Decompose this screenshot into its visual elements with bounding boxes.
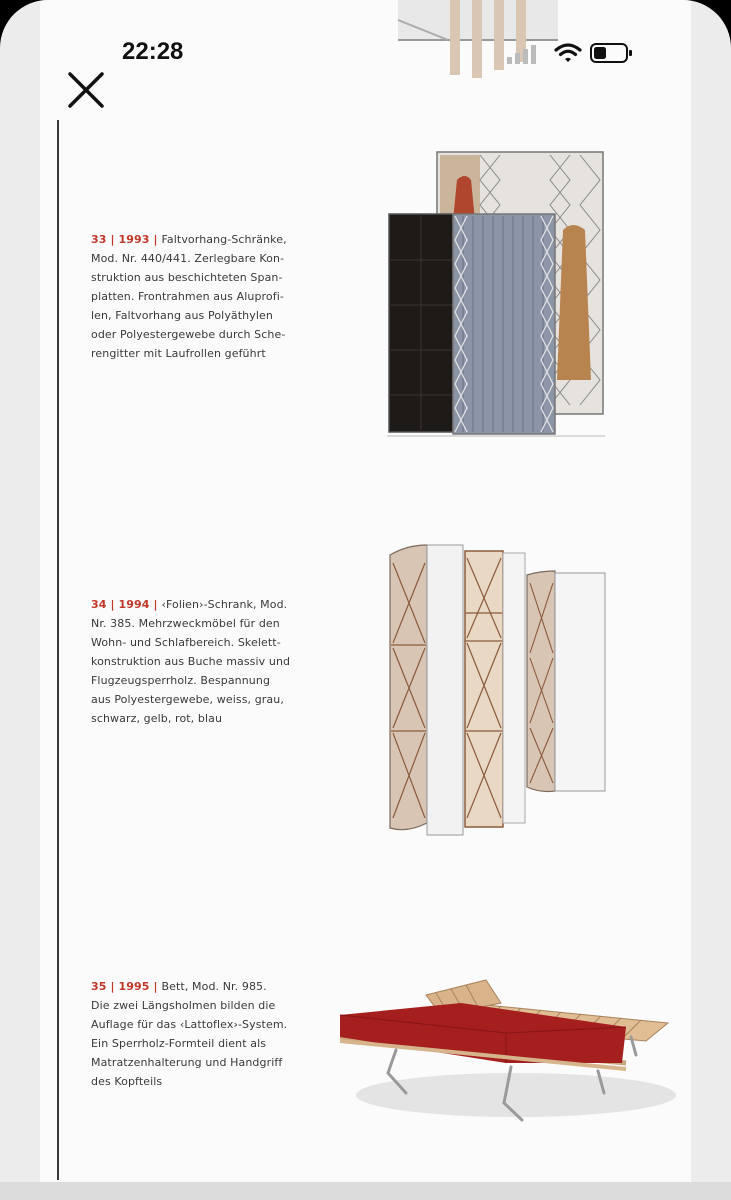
caption-line: Auflage für das ‹Lattoflex›-System. xyxy=(91,1018,288,1031)
caption-line: struktion aus beschichteten Span- xyxy=(91,271,283,284)
page-left-rule xyxy=(57,120,59,1180)
caption-line: ‹Folien›-Schrank, Mod. xyxy=(161,598,288,611)
entry-year: 1995 xyxy=(118,980,150,993)
caption-line: konstruktion aus Buche massiv und xyxy=(91,655,291,668)
foil-wardrobe-illustration xyxy=(385,543,610,843)
caption-entry-34: 34 | 1994 | ‹Folien›-Schrank, Mod. Nr. 385. Mehrzweckmöbel für den Wohn- und Schlafbereich. Skelett- konstruktion aus Buche massiv und Flugzeugsperrholz. Bespannung aus Polyestergewebe, weiss, grau, schwarz, gelb, rot, blau xyxy=(91,595,331,728)
status-time: 22:28 xyxy=(122,38,184,65)
caption-line: des Kopfteils xyxy=(91,1075,163,1088)
status-icons xyxy=(505,40,635,66)
caption-line: Ein Sperrholz-Formteil dient als xyxy=(91,1037,267,1050)
caption-line: Matratzenhalterung und Handgriff xyxy=(91,1056,283,1069)
entry-year: 1993 xyxy=(118,233,150,246)
entry-year: 1994 xyxy=(118,598,150,611)
caption-line: Mod. Nr. 440/441. Zerlegbare Kon- xyxy=(91,252,285,265)
caption-line: Die zwei Längsholmen bilden die xyxy=(91,999,276,1012)
caption-line: schwarz, gelb, rot, blau xyxy=(91,712,223,725)
folding-curtain-wardrobe-illustration xyxy=(385,150,610,440)
caption-line: Faltvorhang-Schränke, xyxy=(161,233,287,246)
caption-entry-33: 33 | 1993 | Faltvorhang-Schränke, Mod. Nr. 440/441. Zerlegbare Kon- struktion aus beschichteten Span- platten. Frontrahmen aus Aluprofi- len, Faltvorhang aus Polyäthylen oder Polyestergewebe durch Sche- rengitter mit Laufrollen geführt xyxy=(91,230,331,363)
bottom-toolbar xyxy=(0,1182,731,1200)
caption-line: Flugzeugsperrholz. Bespannung xyxy=(91,674,271,687)
entry-number: 33 xyxy=(91,233,107,246)
entry-number: 35 xyxy=(91,980,107,993)
close-button[interactable] xyxy=(58,62,114,118)
caption-line: Nr. 385. Mehrzweckmöbel für den xyxy=(91,617,280,630)
caption-line: platten. Frontrahmen aus Aluprofi- xyxy=(91,290,284,303)
caption-line: Bett, Mod. Nr. 985. xyxy=(161,980,267,993)
cellular-signal-icon xyxy=(505,42,539,66)
caption-entry-35: 35 | 1995 | Bett, Mod. Nr. 985. Die zwei Längsholmen bilden die Auflage für das ‹Lattoflex›-System. Ein Sperrholz-Formteil dient als Matratzenhalterung und Handgriff des Kopfteils xyxy=(91,977,331,1091)
entry-number: 34 xyxy=(91,598,107,611)
caption-line: rengitter mit Laufrollen geführt xyxy=(91,347,266,360)
bed-illustration xyxy=(336,975,676,1135)
caption-line: oder Polyestergewebe durch Sche- xyxy=(91,328,286,341)
caption-line: aus Polyestergewebe, weiss, grau, xyxy=(91,693,284,706)
close-icon xyxy=(58,62,114,118)
wifi-icon xyxy=(553,41,583,65)
caption-line: len, Faltvorhang aus Polyäthylen xyxy=(91,309,273,322)
caption-line: Wohn- und Schlafbereich. Skelett- xyxy=(91,636,281,649)
battery-icon xyxy=(589,41,635,65)
